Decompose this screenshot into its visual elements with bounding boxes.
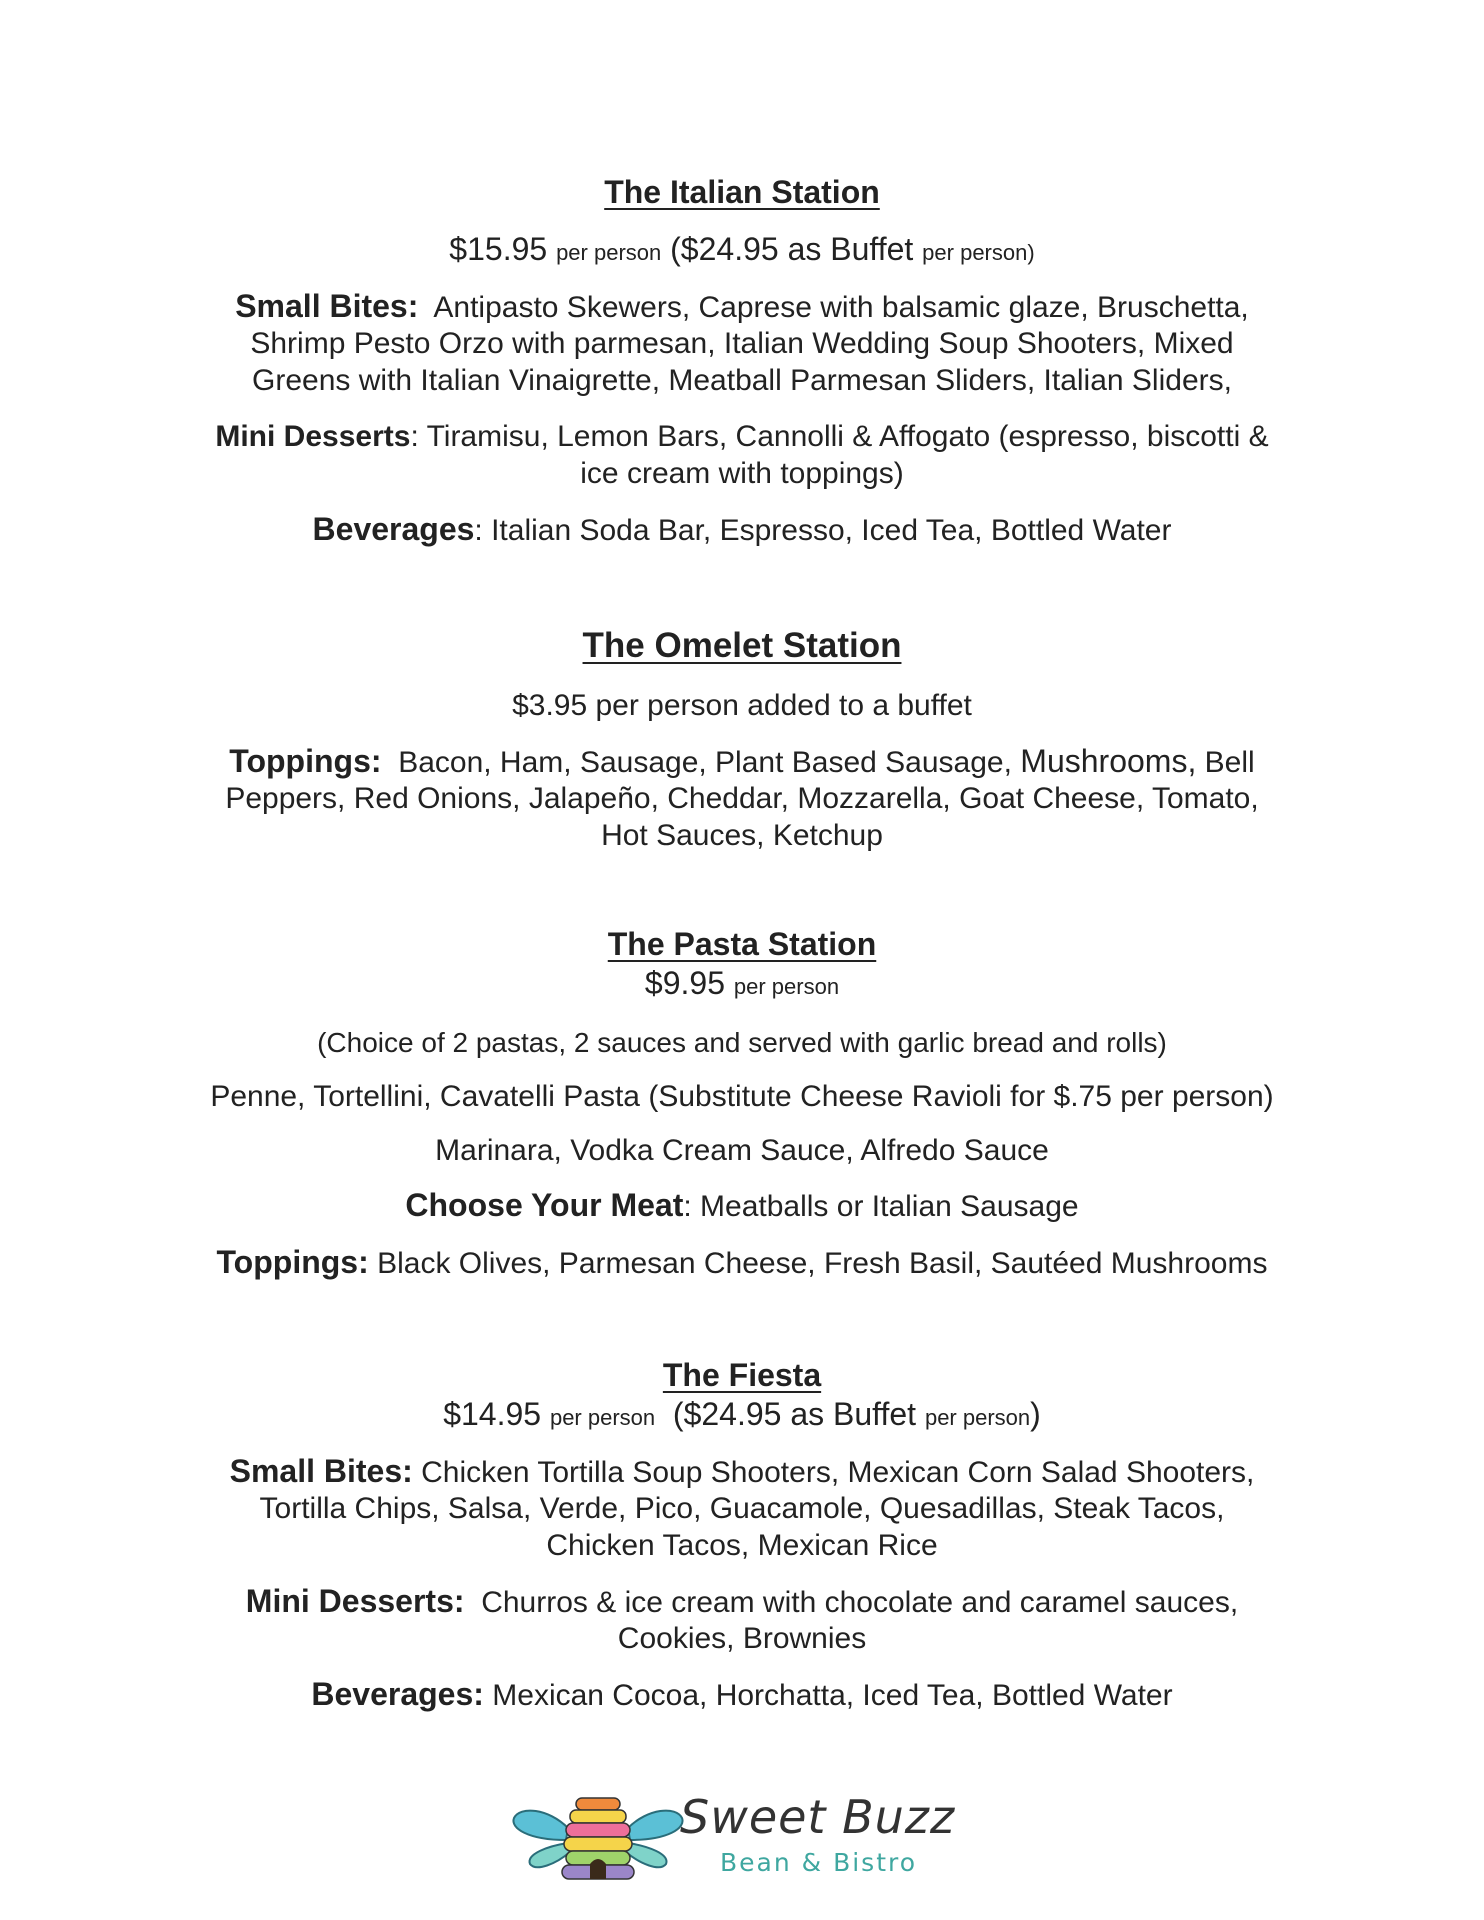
fiesta-small-bites-line-2: Tortilla Chips, Salsa, Verde, Pico, Guacamole, Quesadillas, Steak Tacos, — [259, 1492, 1225, 1525]
pasta-sauces: Marinara, Vodka Cream Sauce, Alfredo Sauce — [435, 1134, 1049, 1167]
italian-price-per: per person — [556, 240, 662, 265]
italian-small-bites-line-3: Greens with Italian Vinaigrette, Meatball Parmesan Sliders, Italian Sliders, — [252, 364, 1232, 397]
omelet-toppings-label: Toppings: — [229, 743, 382, 779]
italian-desserts-label: Mini Desserts — [215, 420, 411, 453]
fiesta-desserts-line-1 — [0, 1583, 1484, 1621]
fiesta-desserts-text-1: Churros & ice cream with chocolate and caramel sauces, — [481, 1586, 1239, 1619]
pasta-price-per: per person — [733, 974, 840, 999]
italian-small-bites-text-1: Antipasto Skewers, Caprese with balsamic glaze, Bruschetta, — [433, 291, 1249, 324]
omelet-toppings-line-3: Hot Sauces, Ketchup — [601, 819, 883, 852]
fiesta-price-buffet-per: per person — [924, 1405, 1031, 1430]
pasta-toppings-text: Black Olives, Parmesan Cheese, Fresh Basil, Sautéed Mushrooms — [377, 1247, 1268, 1280]
italian-desserts-text-1: : Tiramisu, Lemon Bars, Cannolli & Affogato (espresso, biscotti & — [410, 420, 1269, 453]
italian-beverages-text: : Italian Soda Bar, Espresso, Iced Tea, Bottled Water — [474, 514, 1172, 547]
italian-price-main: $15.95 — [449, 231, 548, 267]
omelet-station-price: $3.95 per person added to a buffet — [512, 689, 972, 722]
italian-station-title: The Italian Station — [604, 174, 880, 210]
pasta-price-main: $9.95 — [644, 965, 725, 1001]
italian-desserts-line-2: ice cream with toppings) — [580, 457, 904, 490]
italian-small-bites-line-1 — [0, 288, 1484, 326]
pasta-options: Penne, Tortellini, Cavatelli Pasta (Substitute Cheese Ravioli for $.75 per person) — [210, 1080, 1274, 1113]
pasta-station-title: The Pasta Station — [607, 926, 877, 962]
italian-small-bites-line-2: Shrimp Pesto Orzo with parmesan, Italian Wedding Soup Shooters, Mixed — [250, 327, 1234, 360]
pasta-toppings-label: Toppings: — [216, 1244, 369, 1280]
omelet-toppings-text-1a: Bacon, Ham, Sausage, Plant Based Sausage, — [398, 746, 1012, 779]
fiesta-price-main: $14.95 — [443, 1396, 542, 1432]
fiesta-price — [0, 1396, 1484, 1436]
omelet-toppings-text-1b: Mushrooms, — [1020, 743, 1197, 779]
italian-beverages-label: Beverages — [312, 511, 475, 547]
fiesta-price-per: per person — [549, 1405, 656, 1430]
fiesta-small-bites-line-1 — [0, 1453, 1484, 1491]
omelet-toppings-line-1 — [0, 743, 1484, 781]
italian-price-buffet: ($24.95 as Buffet — [670, 231, 914, 267]
pasta-choice-note: (Choice of 2 pastas, 2 sauces and served with garlic bread and rolls) — [317, 1027, 1167, 1058]
pasta-meat-text: : Meatballs or Italian Sausage — [683, 1190, 1079, 1223]
italian-station-price — [0, 231, 1484, 271]
omelet-toppings-text-1c: Bell — [1204, 746, 1255, 779]
pasta-station-price — [0, 965, 1484, 1005]
fiesta-beverages-line — [0, 1676, 1484, 1714]
fiesta-title: The Fiesta — [662, 1357, 822, 1393]
fiesta-beverages-text: Mexican Cocoa, Horchatta, Iced Tea, Bottled Water — [492, 1679, 1173, 1712]
pasta-meat-line — [0, 1187, 1484, 1225]
logo-name: Sweet Buzz — [680, 1790, 956, 1844]
logo-tagline: Bean & Bistro — [720, 1848, 918, 1877]
fiesta-small-bites-line-3: Chicken Tacos, Mexican Rice — [546, 1529, 938, 1562]
omelet-toppings-line-2: Peppers, Red Onions, Jalapeño, Cheddar, Mozzarella, Goat Cheese, Tomato, — [225, 782, 1259, 815]
pasta-toppings-line — [0, 1244, 1484, 1282]
italian-beverages-line — [0, 511, 1484, 549]
fiesta-price-buffet: ($24.95 as Buffet — [672, 1396, 917, 1432]
fiesta-price-close: ) — [1030, 1396, 1041, 1432]
italian-desserts-line-1 — [0, 418, 1484, 455]
pasta-meat-label: Choose Your Meat — [405, 1187, 684, 1223]
fiesta-desserts-line-2: Cookies, Brownies — [617, 1622, 867, 1655]
italian-price-buffet-per: per person) — [922, 240, 1035, 265]
fiesta-small-bites-text-1: Chicken Tortilla Soup Shooters, Mexican Corn Salad Shooters, — [421, 1456, 1255, 1489]
fiesta-desserts-label: Mini Desserts: — [245, 1583, 465, 1619]
sweet-buzz-logo — [508, 1788, 978, 1888]
fiesta-beverages-label: Beverages: — [311, 1676, 484, 1712]
fiesta-small-bites-label: Small Bites: — [229, 1453, 413, 1489]
omelet-station-title: The Omelet Station — [582, 626, 902, 665]
italian-small-bites-label: Small Bites: — [235, 288, 419, 324]
